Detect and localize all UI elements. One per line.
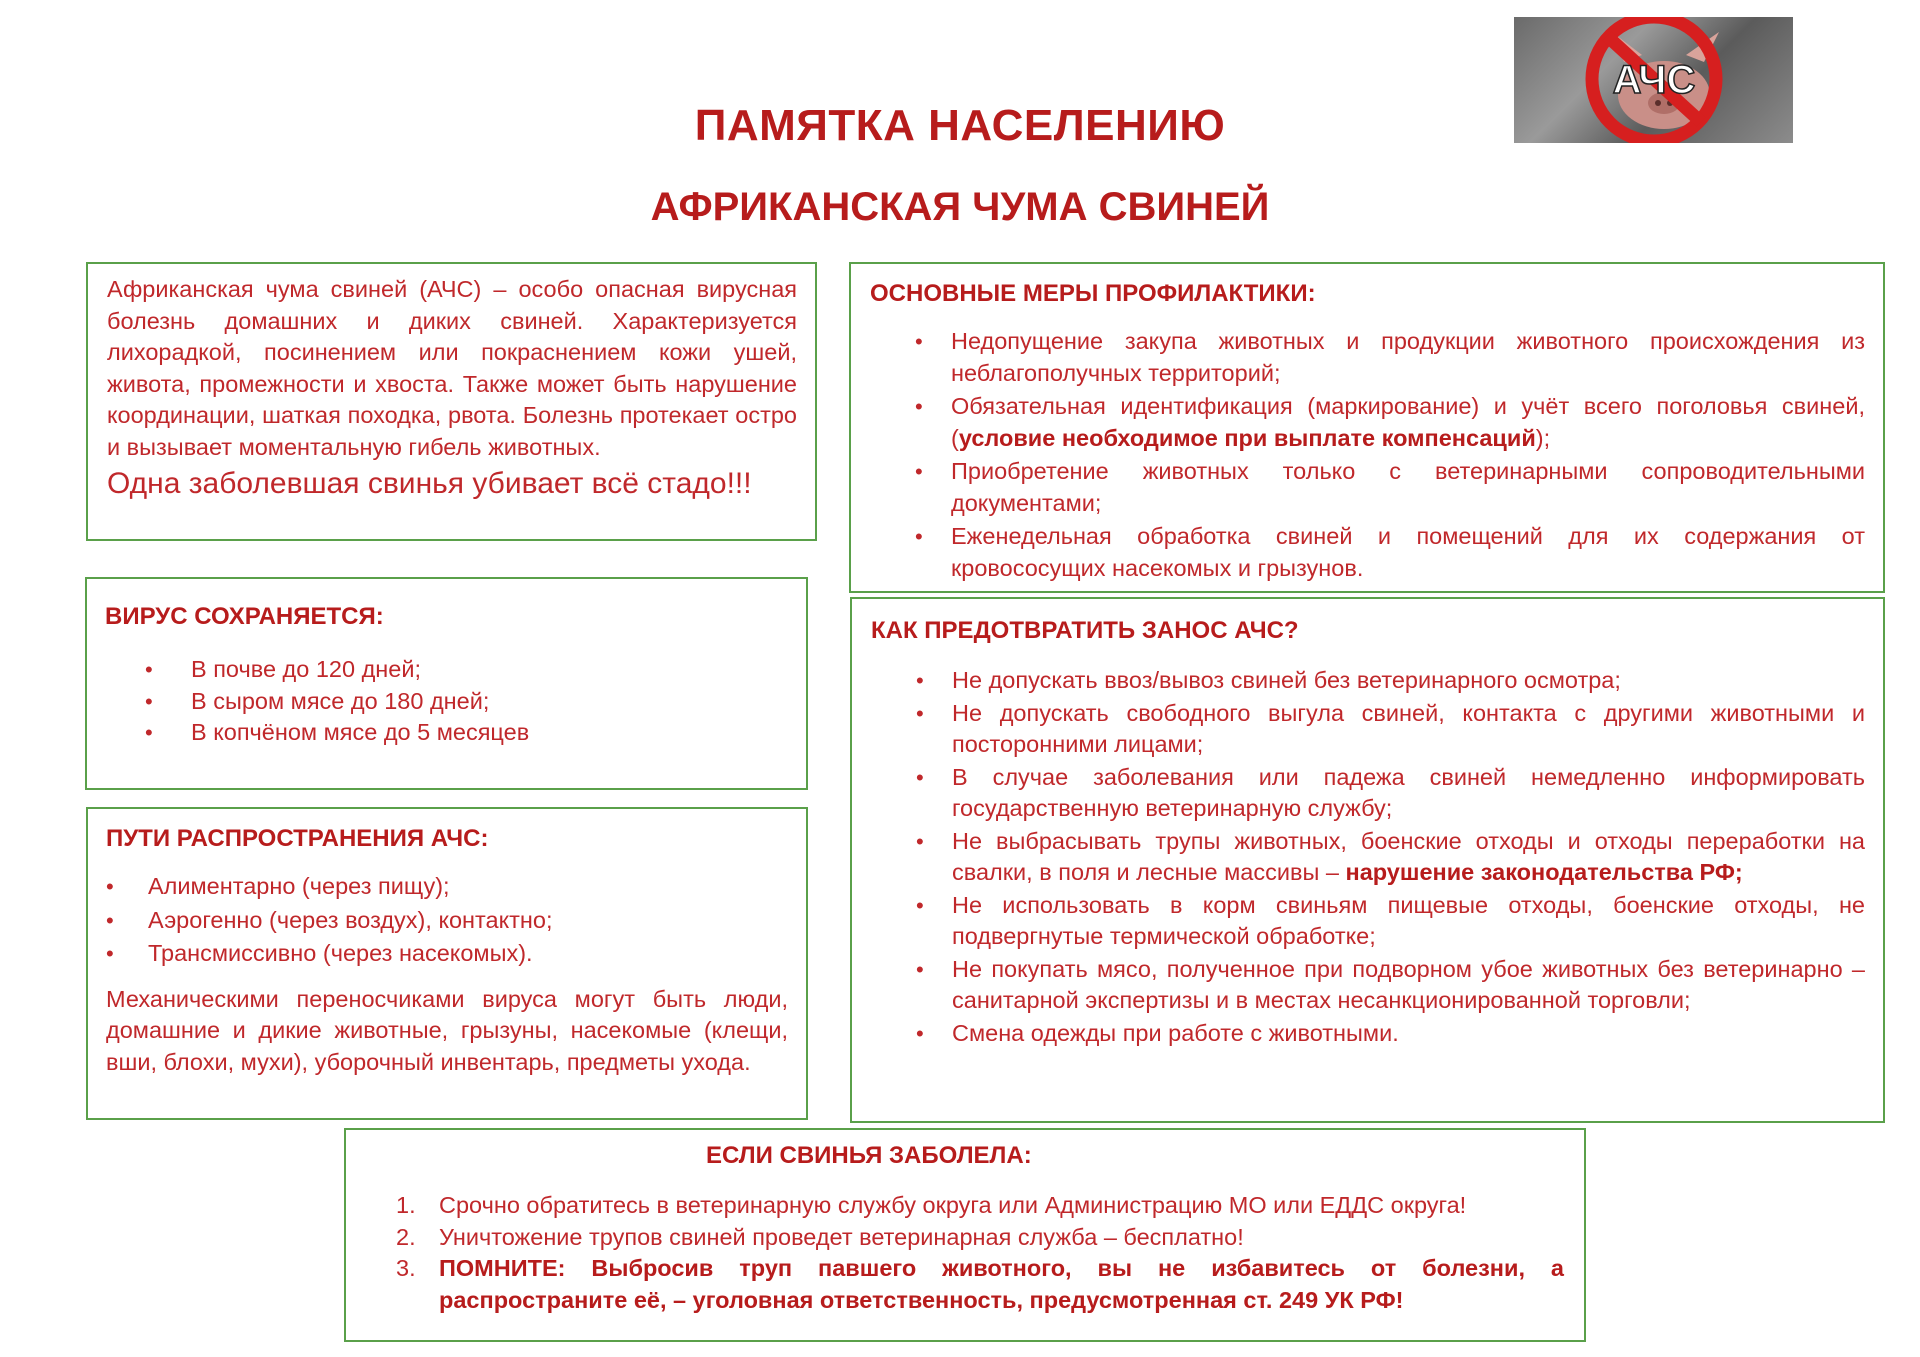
logo-text: АЧС [1612, 58, 1696, 102]
list-item: • В случае заболевания или падежа свиней немедленно информировать государственную ветеринарную службу; [916, 763, 1865, 821]
bullet-icon: • [916, 956, 924, 982]
list-number: 2. [396, 1223, 416, 1250]
list-number: 1. [396, 1192, 416, 1218]
virus-box [85, 577, 808, 790]
how-to-prevent-box [850, 597, 1885, 1123]
list-item: • Смена одежды при работе с животными. [871, 1018, 1865, 1050]
virus-heading: ВИРУС СОХРАНЯЕТСЯ: [105, 603, 384, 630]
list-item: • В копчёном мясе до 5 месяцев [145, 717, 788, 749]
intro-box [86, 262, 817, 541]
list-item: • Еженедельная обработка свиней и помещений для их содержания от кровососущих насекомых и грызунов. [915, 523, 1865, 581]
list-item: • Не допускать ввоз/вывоз свиней без ветеринарного осмотра; [871, 665, 1865, 697]
spread-note: Механическими переносчиками вируса могут быть люди, домашние и дикие животные, грызуны, насекомые (клещи, вши, блохи, мухи), уборочный инвентарь, предметы ухода. [106, 985, 788, 1075]
intro-text: Африканская чума свиней (АЧС) – особо опасная вирусная болезнь домашних и диких свиней. Характеризуется лихорадкой, посинением или покраснением кожи ушей, живота, промежности и хвоста. Также может быть нарушение координации, шаткая походка, рвота. Болезнь протекает остро и вызывает моментальную гибель животных. [107, 276, 797, 460]
list-item: 1. Срочно обратитесь в ветеринарную службу округа или Администрацию МО или ЕДДС округа! [396, 1190, 1564, 1222]
prevention-box [849, 262, 1885, 593]
bullet-icon: • [145, 720, 153, 745]
list-item: • Обязательная идентификация (маркирование) и учёт всего поголовья свиней, (условие необходимое при выплате компенсаций); [915, 393, 1865, 451]
spread-box [86, 807, 808, 1120]
spread-heading: ПУТИ РАСПРОСТРАНЕНИЯ АЧС: [106, 825, 489, 852]
list-item: • В сыром мясе до 180 дней; [145, 686, 788, 718]
bullet-icon: • [145, 657, 153, 682]
bullet-icon: • [916, 1020, 924, 1046]
bullet-icon: • [916, 668, 924, 693]
prevention-heading: ОСНОВНЫЕ МЕРЫ ПРОФИЛАКТИКИ: [870, 280, 1316, 307]
bullet-icon: • [916, 700, 924, 726]
list-number: 3. [396, 1255, 416, 1281]
list-item: • В почве до 120 дней; [145, 654, 788, 686]
list-item: • Не допускать свободного выгула свиней, контакта с другими животными и посторонними лицами; [916, 699, 1865, 757]
list-item: • Не выбрасывать трупы животных, боенские отходы и отходы переработки на свалки, в поля и лесные массивы – нарушение законодательства РФ; [916, 827, 1865, 885]
bullet-icon: • [106, 941, 114, 966]
bullet-icon: • [915, 459, 923, 484]
bullet-icon: • [916, 764, 924, 790]
bullet-icon: • [106, 874, 114, 899]
page-subtitle: АФРИКАНСКАЯ ЧУМА СВИНЕЙ [650, 185, 1270, 229]
page-title: ПАМЯТКА НАСЕЛЕНИЮ [694, 101, 1226, 150]
if-sick-heading: ЕСЛИ СВИНЬЯ ЗАБОЛЕЛА: [706, 1142, 1032, 1169]
list-item: • Трансмиссивно (через насекомых). [106, 938, 788, 970]
list-item [396, 1253, 1564, 1316]
list-item: • Алиментарно (через пищу); [106, 871, 788, 903]
if-sick-box [344, 1128, 1586, 1342]
bullet-icon: • [916, 892, 924, 918]
list-item: • Не покупать мясо, полученное при подворном убое животных без ветеринарно – санитарной экспертизы и в местах несанкционированной торговли; [916, 955, 1865, 1013]
if-sick-warning: ПОМНИТЕ: Выбросив труп павшего животного, вы не избавитесь от болезни, а распространите её, – уголовная ответственность, предусмотренная ст. 249 УК РФ! [439, 1255, 1564, 1313]
list-item: 2. Уничтожение трупов свиней проведет ветеринарная служба – бесплатно! [396, 1222, 1564, 1254]
bullet-icon: • [916, 828, 924, 854]
bullet-icon: • [915, 394, 923, 419]
list-item: • Приобретение животных только с ветеринарными сопроводительными документами; [915, 458, 1865, 516]
list-item: • Недопущение закупа животных и продукции животного происхождения из неблагополучных территорий; [915, 328, 1865, 386]
list-item: • Не использовать в корм свиньям пищевые отходы, боенские отходы, не подвергнутые термической обработке; [916, 891, 1865, 949]
how-to-prevent-heading: КАК ПРЕДОТВРАТИТЬ ЗАНОС АЧС? [871, 617, 1299, 644]
intro-emphasis: Одна заболевшая свинья убивает всё стадо!!! [107, 467, 752, 500]
bullet-icon: • [106, 907, 114, 933]
bullet-icon: • [915, 329, 923, 354]
bullet-icon: • [915, 524, 923, 549]
bullet-icon: • [145, 688, 153, 714]
list-item: • Аэрогенно (через воздух), контактно; [106, 905, 788, 937]
